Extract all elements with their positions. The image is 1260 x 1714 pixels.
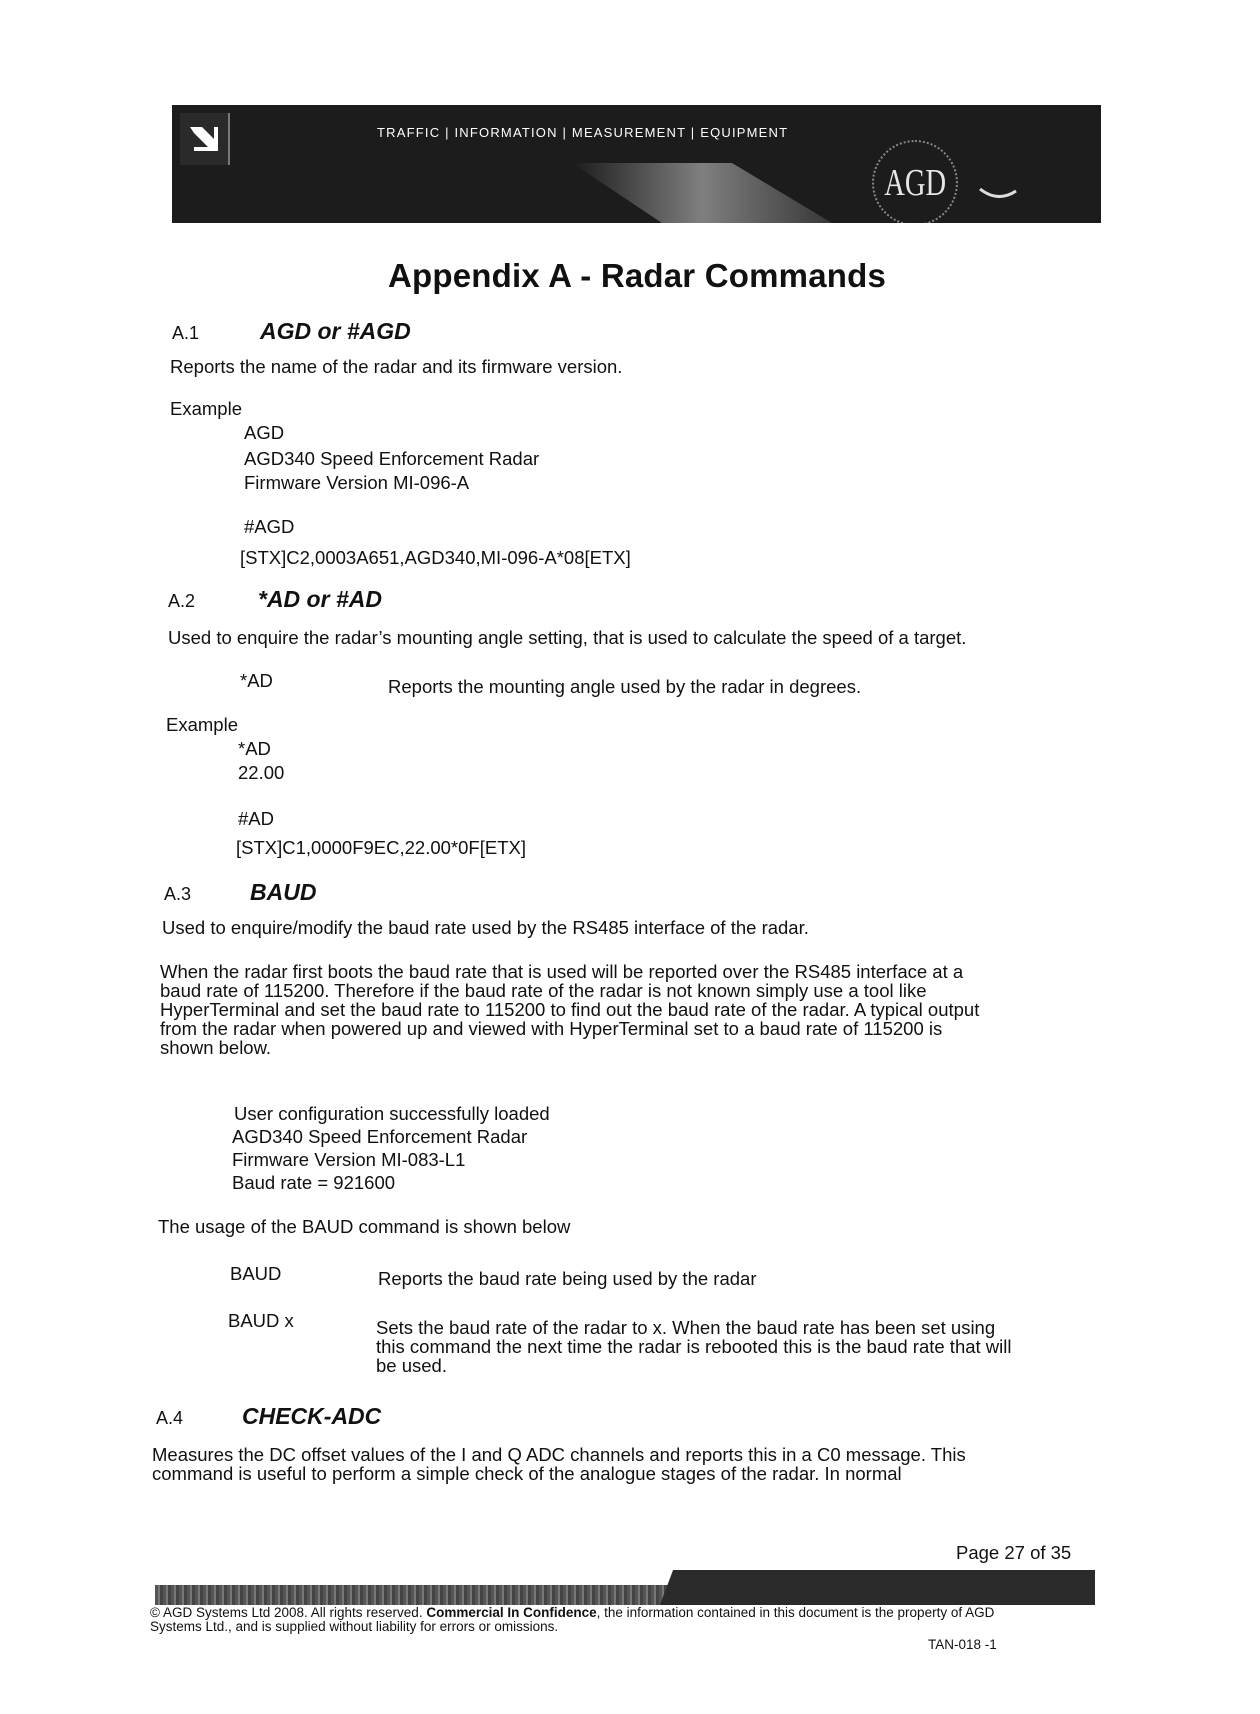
- section-description: [152, 1445, 966, 1483]
- section-description: Reports the name of the radar and its firmware version.: [170, 356, 623, 377]
- command-name: BAUD x: [228, 1310, 294, 1331]
- paragraph-line: HyperTerminal and set the baud rate to 115200 to find out the baud rate of the radar. A typical output: [160, 999, 980, 1020]
- section-description: Used to enquire/modify the baud rate used by the RS485 interface of the radar.: [162, 917, 809, 938]
- description-line: this command the next time the radar is rebooted this is the baud rate that will: [376, 1336, 1012, 1357]
- section-title: *AD or #AD: [258, 586, 382, 612]
- example-line: 22.00: [238, 762, 285, 783]
- section-title: CHECK-ADC: [242, 1403, 382, 1429]
- example-label: Example: [166, 714, 238, 735]
- paragraph-line: from the radar when powered up and viewed with HyperTerminal set to a baud rate of 115200 is: [160, 1018, 943, 1039]
- description-line: Sets the baud rate of the radar to x. When the baud rate has been set using: [376, 1317, 996, 1338]
- example-line: AGD340 Speed Enforcement Radar: [244, 448, 540, 469]
- page-number: Page 27 of 35: [956, 1542, 1072, 1563]
- footer-bar-graphic: [660, 1570, 1095, 1605]
- paragraph-line: baud rate of 115200. Therefore if the baud rate of the radar is not known simply use a tool like: [160, 980, 927, 1001]
- section-number: A.3: [164, 884, 192, 904]
- header-tagline: TRAFFIC | INFORMATION | MEASUREMENT | EQUIPMENT: [377, 125, 789, 140]
- output-line: AGD340 Speed Enforcement Radar: [232, 1126, 528, 1147]
- section-title: BAUD: [250, 879, 317, 905]
- output-line: Firmware Version MI-083-L1: [232, 1149, 466, 1170]
- command-description: Reports the baud rate being used by the radar: [378, 1268, 757, 1289]
- example-line: Firmware Version MI-096-A: [244, 472, 470, 493]
- command-name: *AD: [240, 670, 273, 691]
- example-line: AGD: [244, 422, 285, 443]
- description-line: be used.: [376, 1355, 447, 1376]
- command-description: [376, 1318, 1012, 1375]
- swoosh-tick-icon: [978, 185, 1018, 205]
- document-reference: TAN-018 -1: [928, 1637, 997, 1652]
- command-description: Reports the mounting angle used by the radar in degrees.: [388, 676, 862, 697]
- section-paragraph: [160, 962, 1060, 1057]
- section-number: A.2: [168, 591, 196, 611]
- copyright-text: Systems Ltd., and is supplied without liability for errors or omissions.: [150, 1619, 559, 1634]
- page-header-banner: [172, 105, 1101, 223]
- section-description: Used to enquire the radar’s mounting angle setting, that is used to calculate the speed of a target.: [168, 627, 967, 648]
- example-label: Example: [170, 398, 242, 419]
- section-number: A.1: [172, 323, 200, 343]
- agd-seal-logo: [872, 140, 958, 223]
- usage-intro: The usage of the BAUD command is shown below: [158, 1216, 571, 1237]
- example-line: [STX]C1,0000F9EC,22.00*0F[ETX]: [236, 837, 526, 858]
- example-line: #AGD: [244, 516, 295, 537]
- description-line: Measures the DC offset values of the I and Q ADC channels and reports this in a C0 message. This: [152, 1444, 966, 1465]
- page-title: Appendix A - Radar Commands: [388, 257, 887, 294]
- paragraph-line: shown below.: [160, 1037, 272, 1058]
- command-name: BAUD: [230, 1263, 282, 1284]
- output-line: Baud rate = 921600: [232, 1172, 396, 1193]
- description-line: command is useful to perform a simple check of the analogue stages of the radar. In normal: [152, 1463, 902, 1484]
- example-line: *AD: [238, 738, 271, 759]
- paragraph-line: When the radar first boots the baud rate that is used will be reported over the RS485 interface at a: [160, 961, 964, 982]
- agd-seal-text: AGD: [884, 162, 946, 204]
- output-line: User configuration successfully loaded: [234, 1103, 550, 1124]
- section-number: A.4: [156, 1408, 184, 1428]
- confidential-label: Commercial In Confidence: [426, 1605, 597, 1620]
- section-title: AGD or #AGD: [260, 318, 411, 344]
- agd-arrow-logo-icon: [180, 113, 230, 165]
- example-line: #AD: [238, 808, 274, 829]
- copyright-text: , the information contained in this document is the property of AGD: [596, 1605, 995, 1620]
- example-line: [STX]C2,0003A651,AGD340,MI-096-A*08[ETX]: [240, 547, 631, 568]
- copyright-text: © AGD Systems Ltd 2008. All rights reserved.: [150, 1605, 427, 1620]
- footer-copyright: [150, 1606, 1100, 1634]
